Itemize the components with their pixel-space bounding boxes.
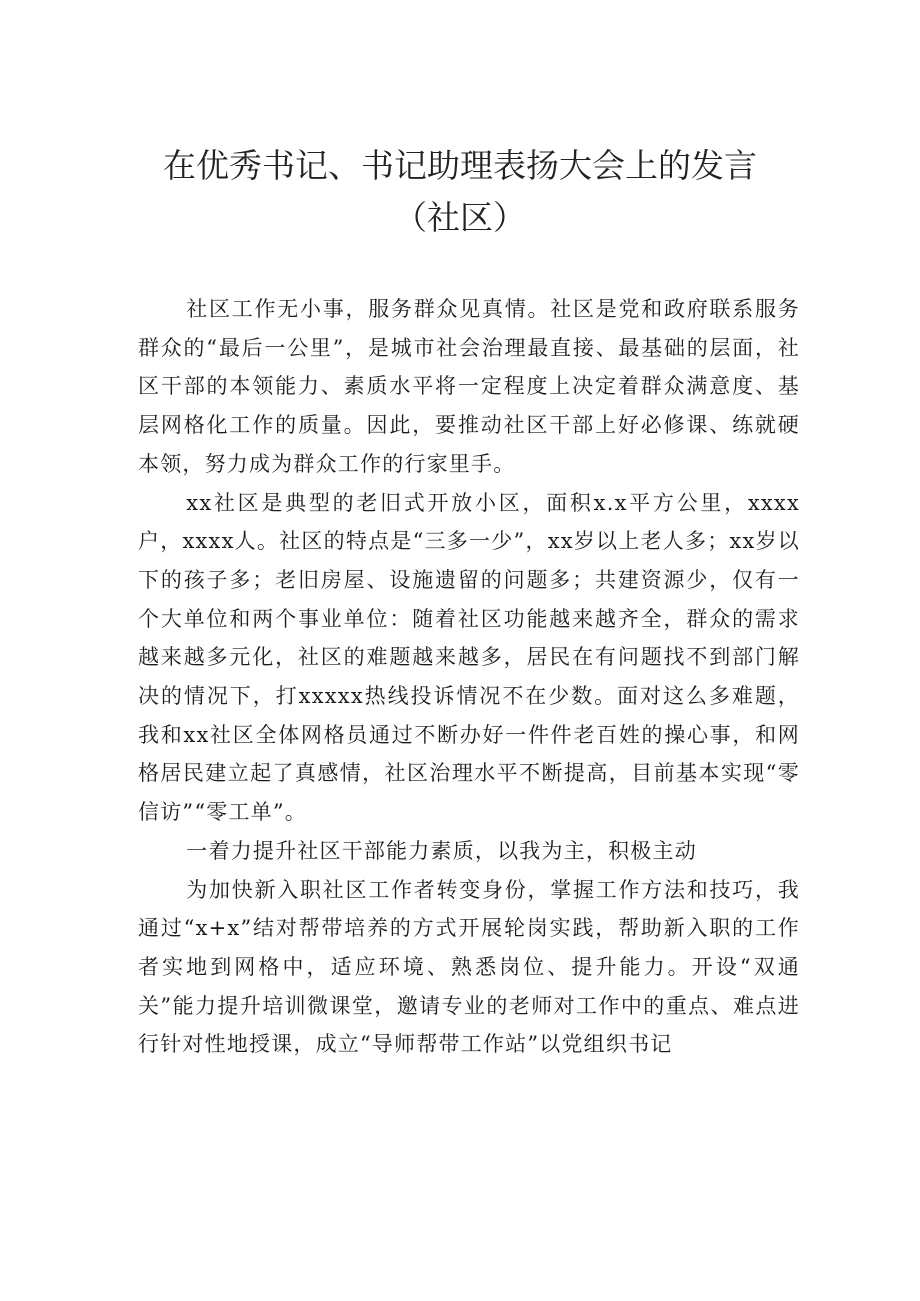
- document-title: 在优秀书记、书记助理表扬大会上的发言: [163, 146, 757, 185]
- paragraph-community-overview: xx社区是典型的老旧式开放小区，面积x.x平方公里，xxxx户，xxxx人。社区的特点是“三多一少”，xx岁以上老人多；xx岁以下的孩子多；老旧房屋、设施遗留的问题多；共建资源少，仅有一个大单位和两个事业单位：随着社区功能越来越齐全，群众的需求越来越多元化，社区的难题越来越多，居民在有问题找不到部门解决的情况下，打xxxxx热线投诉情况不在少数。面对这么多难题，我和xx社区全体网格员通过不断办好一件件老百姓的操心事，和网格居民建立起了真感情，社区治理水平不断提高，目前基本实现“零信访”“零工单”。: [138, 490, 800, 825]
- paragraph-intro: 社区工作无小事，服务群众见真情。社区是党和政府联系服务群众的“最后一公里”，是城市社会治理最直接、最基础的层面，社区干部的本领能力、素质水平将一定程度上决定着群众满意度、基层网格化工作的质量。因此，要推动社区干部上好必修课、练就硬本领，努力成为群众工作的行家里手。: [138, 297, 800, 476]
- paragraph-training: 为加快新入职社区工作者转变身份，掌握工作方法和技巧，我通过“x+x”结对帮带培养的方式开展轮岗实践，帮助新入职的工作者实地到网格中，适应环境、熟悉岗位、提升能力。开设“双通关”能力提升培训微课堂，邀请专业的老师对工作中的重点、难点进行针对性地授课，成立“导师帮带工作站”以党组织书记: [138, 877, 800, 1057]
- document-subtitle: （社区）: [394, 198, 526, 237]
- section-heading-1: 一着力提升社区干部能力素质，以我为主，积极主动: [186, 838, 697, 863]
- document-body: [138, 290, 800, 1064]
